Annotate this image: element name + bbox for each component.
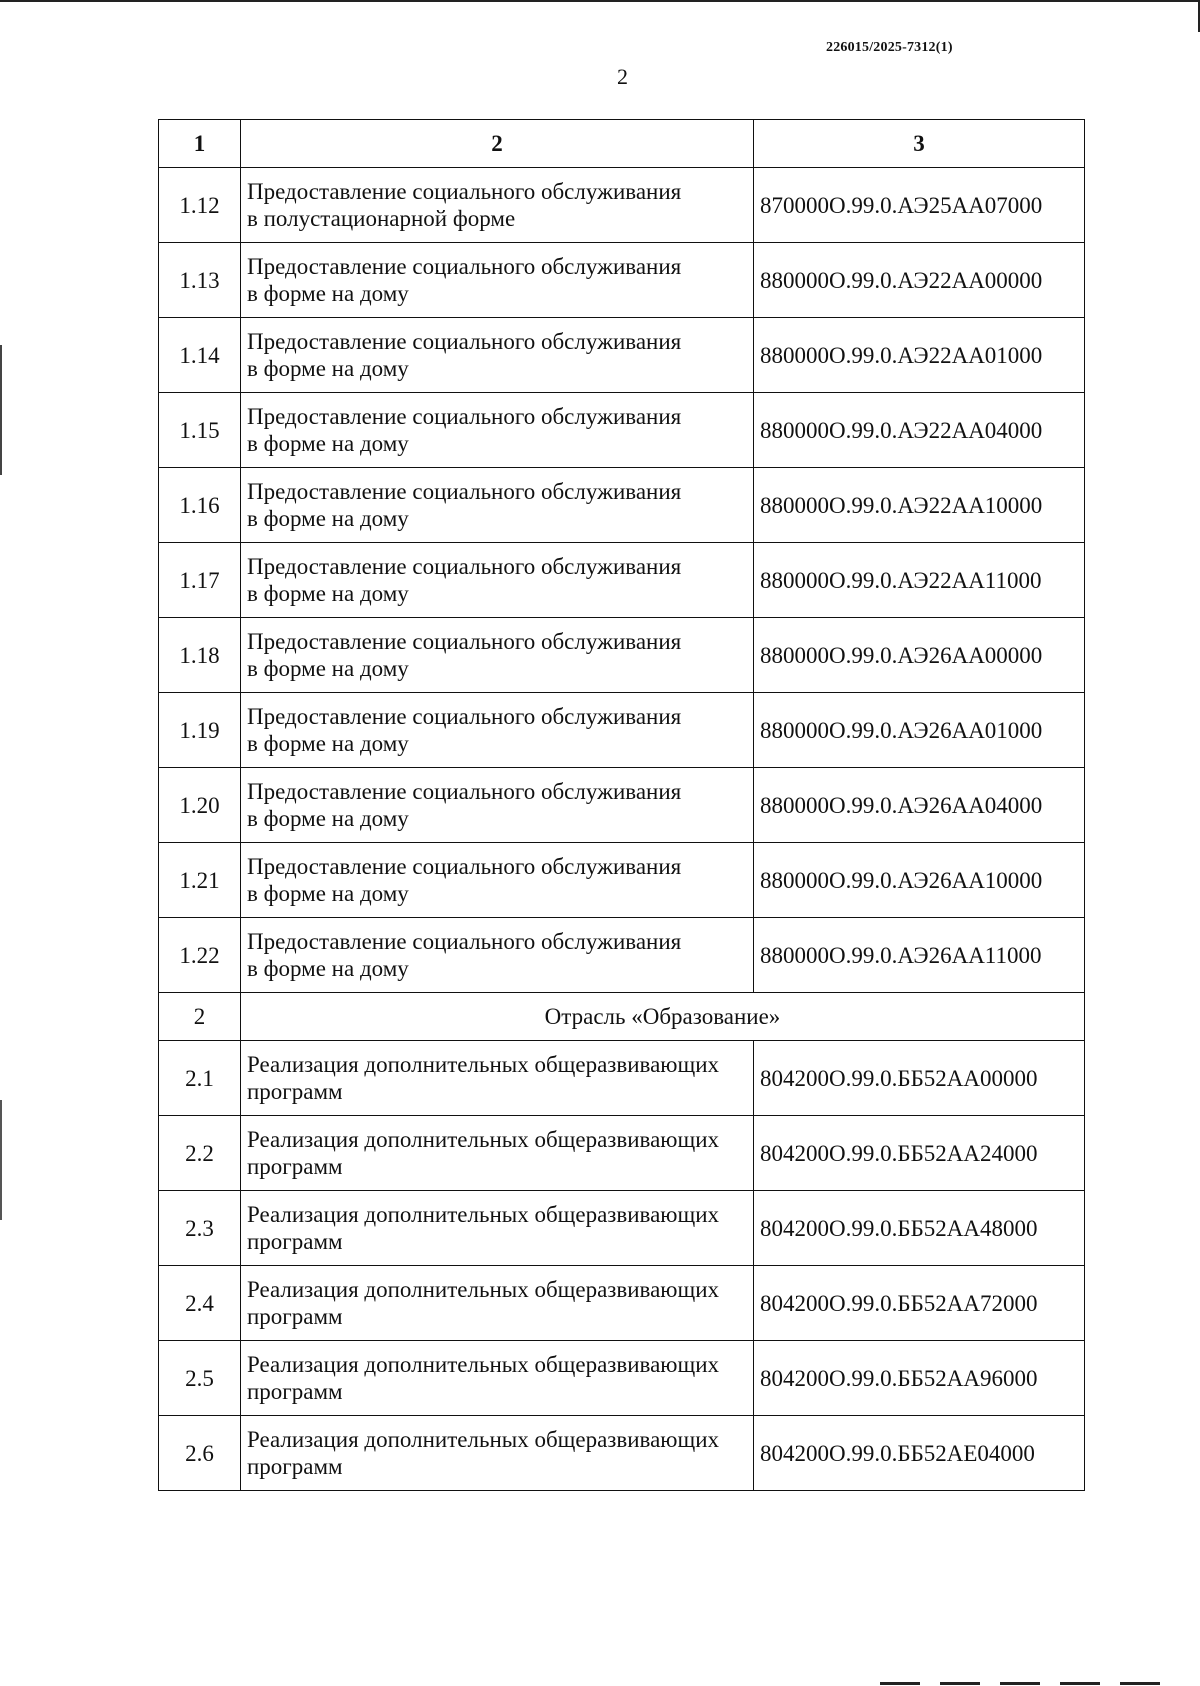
service-name-line: Реализация дополнительных общеразвивающих	[247, 1427, 720, 1452]
table-row	[159, 468, 1085, 543]
column-header: 3	[754, 120, 1085, 168]
service-name	[241, 393, 754, 468]
service-name-line: в форме на дому	[247, 581, 409, 606]
service-name-line: Предоставление социального обслуживания	[247, 854, 682, 879]
table-row	[159, 318, 1085, 393]
service-name	[241, 318, 754, 393]
row-number: 1.20	[159, 768, 241, 843]
table-row	[159, 618, 1085, 693]
table-row	[159, 1416, 1085, 1491]
service-name	[241, 693, 754, 768]
table-row	[159, 1041, 1085, 1116]
service-name	[241, 1116, 754, 1191]
row-number: 1.21	[159, 843, 241, 918]
service-name-line: в форме на дому	[247, 506, 409, 531]
row-number: 1.16	[159, 468, 241, 543]
footer-scan-marks	[880, 1682, 1180, 1685]
document-number: 226015/2025-7312(1)	[826, 40, 953, 55]
registry-code: 804200О.99.0.ББ52АА00000	[754, 1041, 1085, 1116]
left-margin-mark	[0, 1100, 2, 1220]
service-name-line: Предоставление социального обслуживания	[247, 629, 682, 654]
row-number: 2.5	[159, 1341, 241, 1416]
service-name-line: Реализация дополнительных общеразвивающих	[247, 1127, 720, 1152]
service-name-line: Предоставление социального обслуживания	[247, 404, 682, 429]
registry-code: 880000О.99.0.АЭ26АА11000	[754, 918, 1085, 993]
row-number: 2.3	[159, 1191, 241, 1266]
service-name-line: Реализация дополнительных общеразвивающих	[247, 1352, 720, 1377]
service-name-line: Реализация дополнительных общеразвивающих	[247, 1277, 720, 1302]
service-name-line: в форме на дому	[247, 356, 409, 381]
service-name-line: Предоставление социального обслуживания	[247, 929, 682, 954]
service-name	[241, 1341, 754, 1416]
registry-code: 880000О.99.0.АЭ26АА04000	[754, 768, 1085, 843]
table-row	[159, 1266, 1085, 1341]
top-border-line	[0, 0, 1200, 2]
left-margin-mark	[0, 345, 2, 475]
row-number: 1.19	[159, 693, 241, 768]
table-row	[159, 1341, 1085, 1416]
column-header: 1	[159, 120, 241, 168]
service-name-line: Предоставление социального обслуживания	[247, 329, 682, 354]
service-name-line: программ	[247, 1079, 343, 1104]
service-name-line: Реализация дополнительных общеразвивающих	[247, 1052, 720, 1077]
service-name-line: Предоставление социального обслуживания	[247, 704, 682, 729]
service-name	[241, 1191, 754, 1266]
registry-code: 880000О.99.0.АЭ26АА10000	[754, 843, 1085, 918]
row-number: 1.14	[159, 318, 241, 393]
row-number: 1.15	[159, 393, 241, 468]
row-number: 2.4	[159, 1266, 241, 1341]
service-name-line: в форме на дому	[247, 956, 409, 981]
service-name-line: программ	[247, 1454, 343, 1479]
service-name-line: программ	[247, 1304, 343, 1329]
service-name-line: в форме на дому	[247, 281, 409, 306]
table-row	[159, 543, 1085, 618]
registry-code: 804200О.99.0.ББ52АА48000	[754, 1191, 1085, 1266]
row-number: 1.22	[159, 918, 241, 993]
registry-code: 880000О.99.0.АЭ22АА10000	[754, 468, 1085, 543]
service-name-line: в форме на дому	[247, 881, 409, 906]
service-name	[241, 768, 754, 843]
service-name-line: в форме на дому	[247, 656, 409, 681]
column-header: 2	[241, 120, 754, 168]
service-name	[241, 168, 754, 243]
service-name	[241, 843, 754, 918]
table-row	[159, 693, 1085, 768]
service-name	[241, 1266, 754, 1341]
service-name	[241, 468, 754, 543]
section-number: 2	[159, 993, 241, 1041]
section-title: Отрасль «Образование»	[241, 993, 1085, 1041]
table-row	[159, 393, 1085, 468]
section-row	[159, 993, 1085, 1041]
service-name	[241, 543, 754, 618]
registry-code: 804200О.99.0.ББ52АА72000	[754, 1266, 1085, 1341]
row-number: 2.2	[159, 1116, 241, 1191]
table-row	[159, 1191, 1085, 1266]
table-row	[159, 843, 1085, 918]
table-row	[159, 918, 1085, 993]
service-name-line: программ	[247, 1154, 343, 1179]
registry-code: 804200О.99.0.ББ52АЕ04000	[754, 1416, 1085, 1491]
service-name-line: в форме на дому	[247, 431, 409, 456]
registry-code: 880000О.99.0.АЭ22АА01000	[754, 318, 1085, 393]
table-row	[159, 1116, 1085, 1191]
service-name	[241, 1041, 754, 1116]
service-name-line: в форме на дому	[247, 806, 409, 831]
row-number: 2.1	[159, 1041, 241, 1116]
registry-code: 880000О.99.0.АЭ26АА00000	[754, 618, 1085, 693]
service-name-line: программ	[247, 1229, 343, 1254]
row-number: 1.12	[159, 168, 241, 243]
services-table	[158, 119, 1085, 1491]
service-name	[241, 243, 754, 318]
registry-code: 880000О.99.0.АЭ22АА00000	[754, 243, 1085, 318]
service-name	[241, 1416, 754, 1491]
row-number: 1.18	[159, 618, 241, 693]
service-name-line: в полустационарной форме	[247, 206, 516, 231]
service-name-line: Реализация дополнительных общеразвивающих	[247, 1202, 720, 1227]
registry-code: 870000О.99.0.АЭ25АА07000	[754, 168, 1085, 243]
service-name	[241, 918, 754, 993]
service-name	[241, 618, 754, 693]
table-row	[159, 243, 1085, 318]
row-number: 2.6	[159, 1416, 241, 1491]
table-row	[159, 168, 1085, 243]
service-name-line: Предоставление социального обслуживания	[247, 479, 682, 504]
registry-code: 880000О.99.0.АЭ22АА04000	[754, 393, 1085, 468]
row-number: 1.13	[159, 243, 241, 318]
row-number: 1.17	[159, 543, 241, 618]
registry-code: 880000О.99.0.АЭ22АА11000	[754, 543, 1085, 618]
service-name-line: в форме на дому	[247, 731, 409, 756]
registry-code: 804200О.99.0.ББ52АА24000	[754, 1116, 1085, 1191]
page-number: 2	[617, 64, 628, 89]
service-name-line: программ	[247, 1379, 343, 1404]
registry-code: 880000О.99.0.АЭ26АА01000	[754, 693, 1085, 768]
service-name-line: Предоставление социального обслуживания	[247, 554, 682, 579]
table-row	[159, 768, 1085, 843]
service-name-line: Предоставление социального обслуживания	[247, 779, 682, 804]
registry-code: 804200О.99.0.ББ52АА96000	[754, 1341, 1085, 1416]
table-header-row	[159, 120, 1085, 168]
service-name-line: Предоставление социального обслуживания	[247, 254, 682, 279]
service-name-line: Предоставление социального обслуживания	[247, 179, 682, 204]
